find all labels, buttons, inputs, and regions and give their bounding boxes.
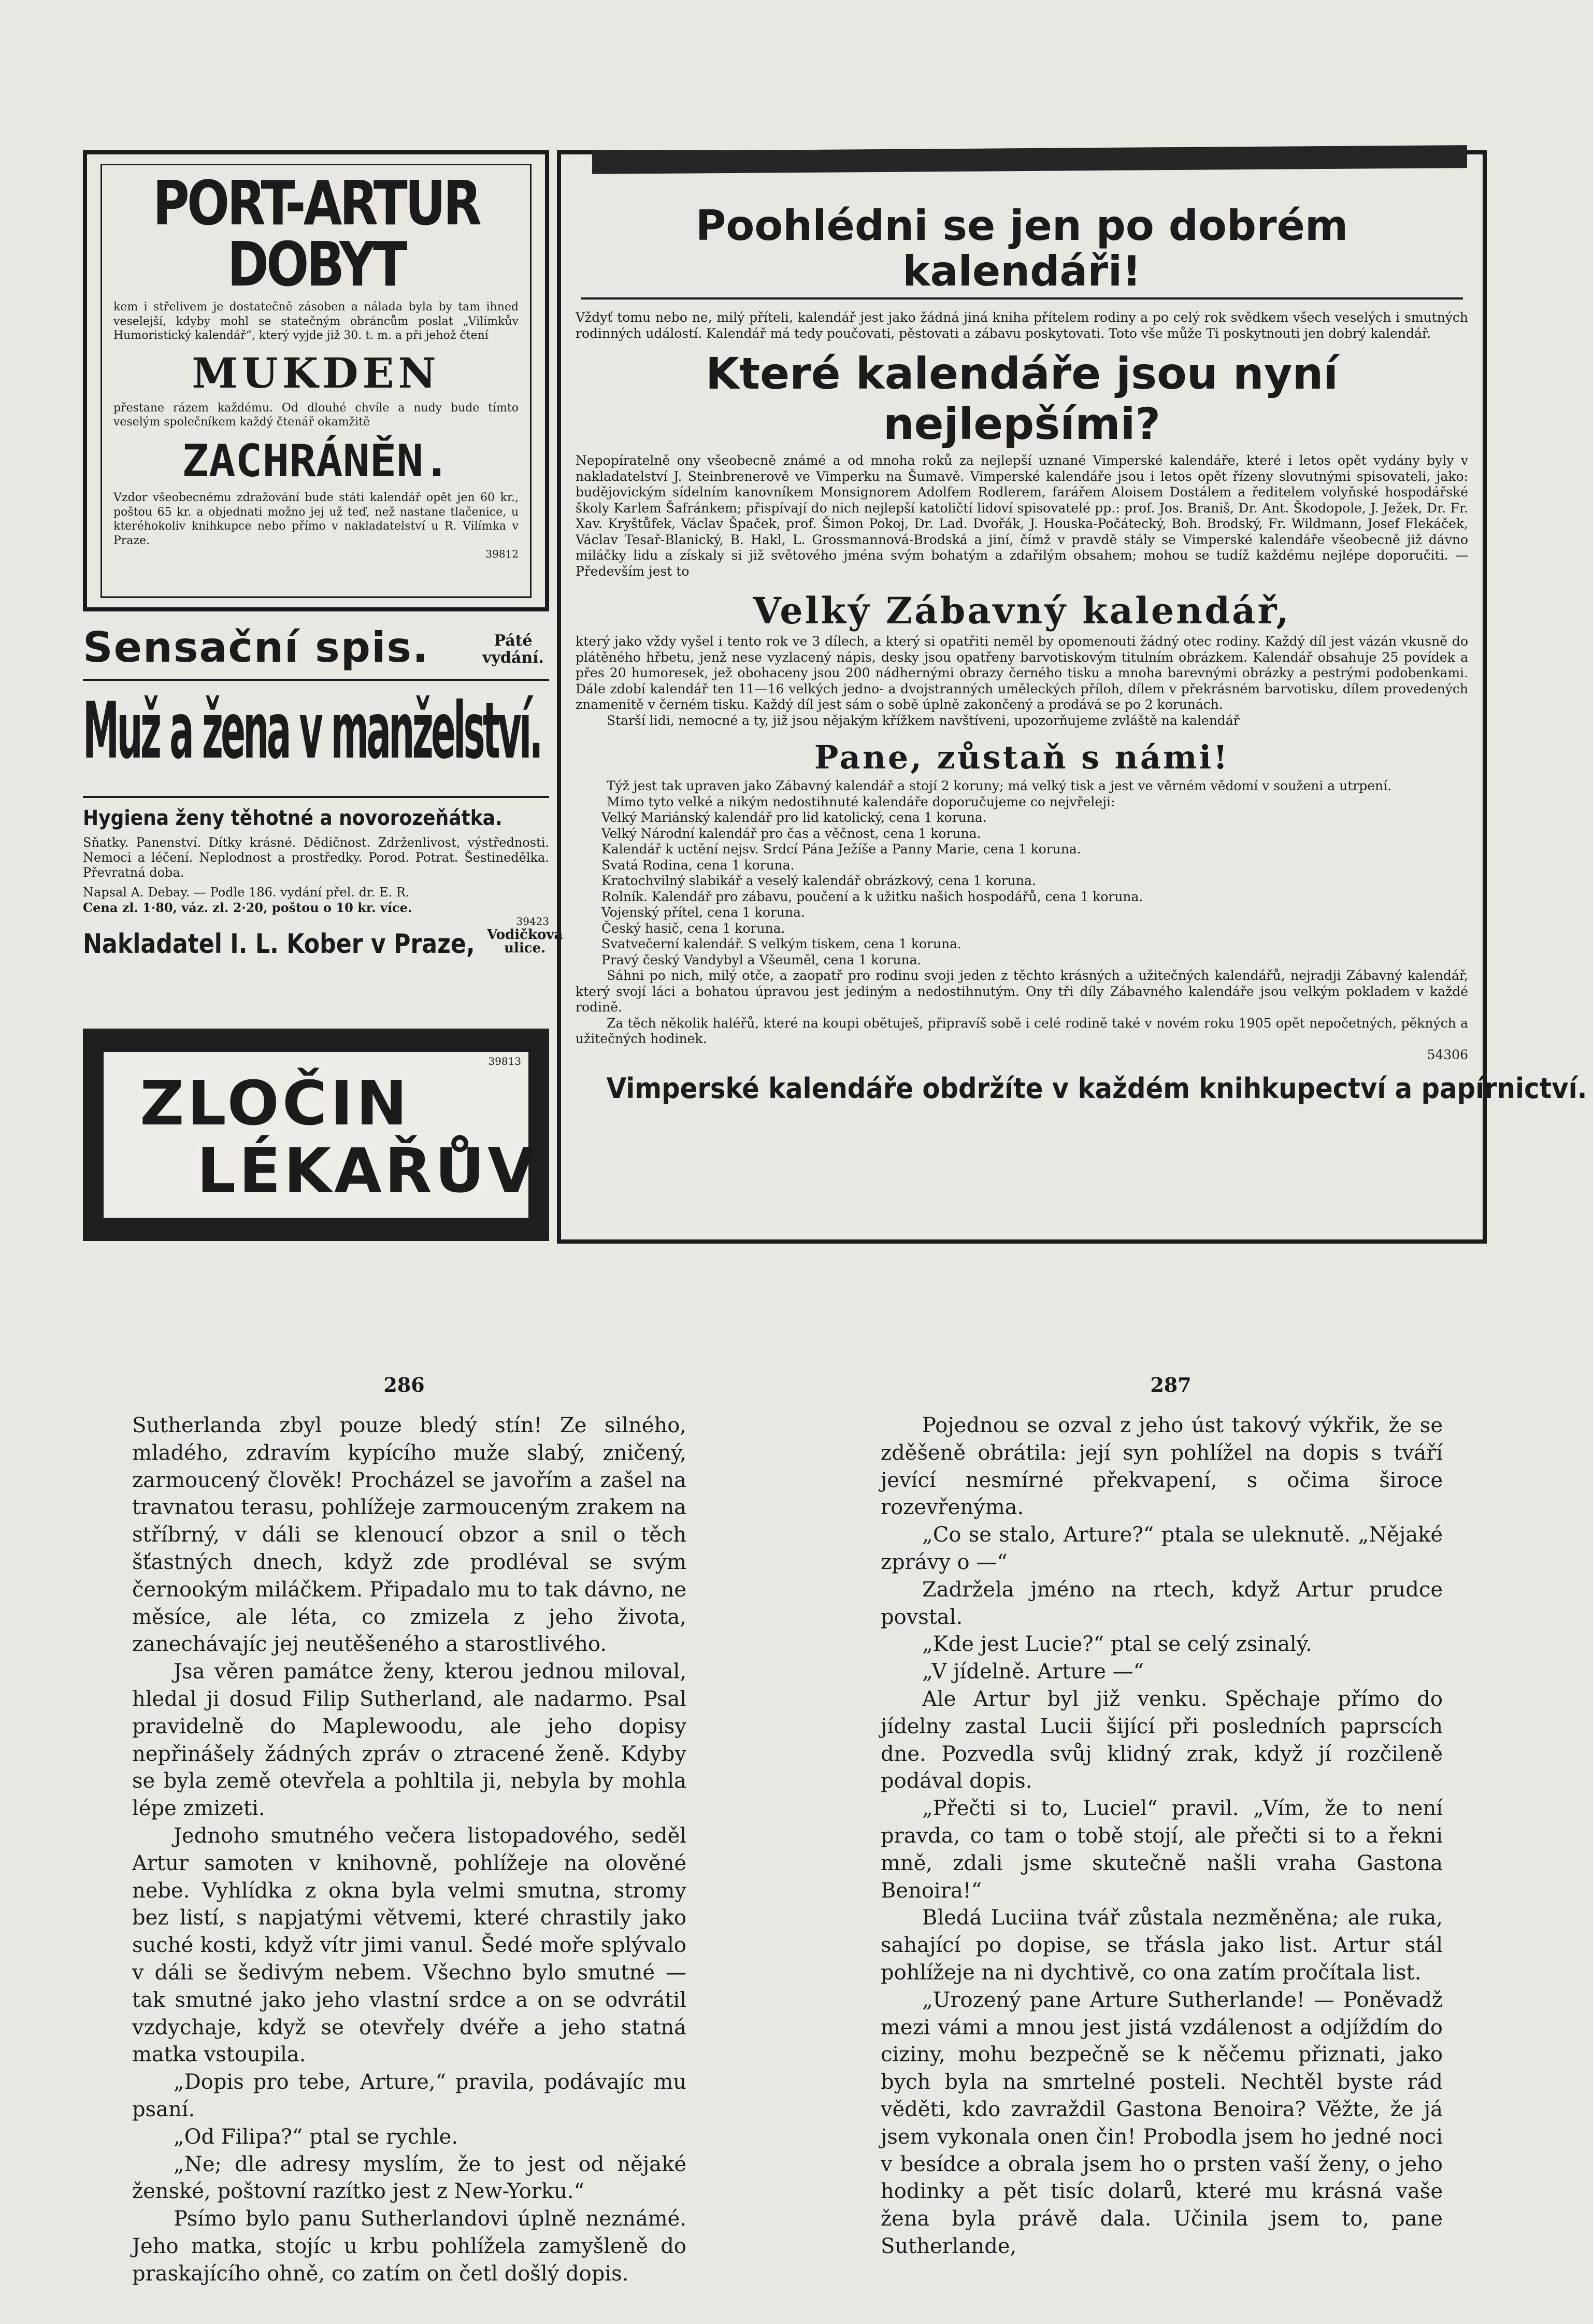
- ad-muz-street2: ulice.: [504, 940, 546, 956]
- ad-muz-subtitle: Hygiena ženy těhotné a novorozeňátka.: [83, 806, 503, 830]
- book-paragraph: „Dopis pro tebe, Arture,“ pravila, podávajíc mu psaní.: [132, 2070, 686, 2121]
- list-item: Kratochvilný slabikář a veselý kalendář obrázkový, cena 1 koruna.: [601, 873, 1036, 889]
- book-column-left: [132, 1412, 686, 2286]
- ad-kalendar-list: [570, 810, 1473, 968]
- ad-zlocin-lekaruv: [83, 1029, 549, 1241]
- ad-muz-author: Napsal A. Debay. — Podle 186. vydání přel. dr. E. R.: [83, 885, 410, 900]
- book-paragraph: „Od Filipa?“ ptal se rychle.: [174, 2125, 458, 2149]
- book-paragraph: Ale Artur byl již venku. Spěchaje přímo do jídelny zastal Lucii šijící při posledních paprscích dne. Pozvedla svůj klidný zrak, když jí rozčileně podával dopis.: [881, 1687, 1443, 1793]
- list-item: Svatvečerní kalendář. S velkým tiskem, cena 1 koruna.: [601, 936, 961, 952]
- ad-kalendar-title3: Velký Zábavný kalendář,: [753, 589, 1291, 633]
- ad-kalendar-para5b: Za těch několik haléřů, které na koupi obětuješ, připravíš sobě i celé rodině také v novém roku 1905 opět nepočetných, pěkných a užitečných hodinek.: [576, 1015, 1468, 1047]
- ad-zachranen-heading: ZACHRÁNĚN.: [182, 435, 450, 487]
- ad-kalendar: [557, 150, 1587, 1244]
- ad-kalendar-rule: [581, 297, 1463, 300]
- ad-kalendar-topbar: [592, 145, 1467, 174]
- list-item: Svatá Rodina, cena 1 koruna.: [601, 857, 795, 873]
- ad-kalendar-title4: Pane, zůstaň s námi!: [814, 738, 1230, 777]
- ad-port-artur-text1: kem i střelivem je dostatečně zásoben a nálada byla by tam ihned veselejší, kdyby mohl se statečným obráncům poslat „Vilímkův Humoristický kalendář“, který vyjde již 30. t. m. a při jehož čtení: [113, 301, 519, 342]
- ad-kalendar-para4: Týž jest tak upraven jako Zábavný kalendář a stojí 2 koruny; má velký tisk a jest ve věrném vědomí v souženi a utrpení.: [607, 778, 1392, 794]
- list-item: Český hasič, cena 1 koruna.: [601, 920, 785, 936]
- ad-kalendar-para4b: Mimo tyto velké a nikým nedostihnuté kalendáře doporučujeme co nejvřeleji:: [607, 794, 1115, 809]
- ad-kalendar-title2: Které kalendáře jsou nyní nejlepšími?: [705, 348, 1339, 449]
- ad-pate-vydani-2: vydání.: [482, 649, 544, 667]
- list-item: Kalendář k uctění nejsv. Srdcí Pána Ježíše a Panny Marie, cena 1 koruna.: [601, 842, 1081, 857]
- ad-kalendar-number: 54306: [1427, 1047, 1468, 1062]
- book-paragraph: „Urozený pane Arture Sutherlande! — Poněvadž mezi vámi a mnou jest jistá vzdálenost a odjíždím do ciziny, mohu bezpečně se k něčemu přiznati, jako bych byla na smrtelné posteli. Nechtěl byste rád věděti, kdo zavraždil Gastona Benoira? Věžte, že já jsem vykonala onen čin! Probodla jsem ho jedné noci v besídce a obrala jsem ho o prsten vaší ženy, o jeho hodinky a pět tisíc dolarů, které mu krásná vaše žena byla právě dala. Učinila jsem to, pane Sutherlande,: [881, 1988, 1443, 2258]
- book-paragraph: „Přečti si to, Luciel“ pravil. „Vím, že to není pravda, co tam o tobě stojí, ale přečti si to a řekni mně, zdali jsme skutečně našli vraha Gastona Benoira!“: [881, 1797, 1443, 1903]
- ad-mukden-heading: MUKDEN: [192, 348, 440, 397]
- ad-muz-title: Muž a žena v manželství.: [83, 686, 541, 776]
- ad-pate-vydani-1: Páté: [494, 632, 533, 650]
- ad-muz-title-box: [83, 679, 549, 798]
- list-item: Rolník. Kalendář pro zábavu, poučení a k užitku našich hospodářů, cena 1 koruna.: [601, 889, 1143, 904]
- page-number-right: 287: [1150, 1373, 1192, 1396]
- ad-kalendar-para5: Sáhni po nich, milý otče, a zaopatř pro rodinu svoji jeden z těchto krásných a užitečných kalendářů, nejradji Zábavný kalendář, který svojí láci a bohatou úpravou jest jediným a nedostihnutým. Ony tři díly Zábavného kalendáře jsou velkým pokladem v každé rodině.: [576, 968, 1468, 1015]
- list-item: Vojenský přítel, cena 1 koruna.: [601, 905, 805, 920]
- book-paragraph: Sutherlanda zbyl pouze bledý stín! Ze silného, mladého, zdravím kypícího muže slabý, zničený, zarmoucený člověk! Procházel se javořím a zašel na travnatou terasu, pohlížeje zarmouceným zrakem na stříbrný, v dáli se klenoucí obzor a snil o těch šťastných dnech, když zde prodléval se svým černookým miláčkem. Připadalo mu to tak dávno, ne měsíce, ale léta, co zmizela z jeho života, zanechávajíc jej neutěšeného a starostlivého.: [132, 1414, 686, 1657]
- book-paragraph: Pojednou se ozval z jeho úst takový výkřik, že se zděšeně obrátila: její syn pohlížel na dopis s tváří jevící nesmírné překvapení, s očima široce rozevřenýma.: [881, 1414, 1443, 1520]
- book-paragraph: Bledá Luciina tvář zůstala nezměněna; ale ruka, sahající po dopise, se třásla jako list. Artur stál pohlížeje na ni dychtivě, co ona zatím pročítala list.: [881, 1906, 1443, 1985]
- book-paragraph: Zadržela jméno na rtech, když Artur prudce povstal.: [881, 1577, 1443, 1629]
- list-item: Velký Mariánský kalendář pro lid katolický, cena 1 koruna.: [601, 810, 987, 825]
- ad-sensacni-header: [83, 623, 549, 679]
- book-paragraph: Jednoho smutného večera listopadového, seděl Artur samoten v knihovně, pohlížeje na olověné nebe. Vyhlídka z okna byla velmi smutna, stromy bez listí, s napjatými větvemi, které chrastily jako suché kosti, když vítr jimi vanul. Šedé moře splývalo v dáli se šedivým nebem. Všechno bylo smutné — tak smutné jako jeho vlastní srdce a on se odvrátil vzdychaje, když se otevřely dvéře a jeho statná matka vstoupila.: [132, 1823, 686, 2067]
- ad-muz-number: 39423: [516, 915, 549, 928]
- ad-kalendar-title1: Poohlédni se jen po dobrém kalendáři!: [695, 202, 1348, 295]
- ad-muz-contents: Sňatky. Panenství. Dítky krásné. Dědičnost. Zdrženlivost, výstřednosti. Nemoci a léčení. Neplodnost a prostředky. Porod. Potrat. Šestinedělka. Převratná doba.: [83, 835, 549, 880]
- ad-sensacni-title: Sensační spis.: [83, 623, 429, 672]
- ad-zlocin-number: 39813: [488, 1055, 521, 1067]
- book-paragraph: „Kde jest Lucie?“ ptal se celý zsinalý.: [922, 1632, 1312, 1657]
- ad-zlocin-line2: LÉKAŘŮV: [197, 1135, 538, 1206]
- ad-kalendar-para1: Vždyť tomu nebo ne, milý příteli, kalendář jest jako žádná jiná kniha přítelem rodiny a po celý rok svědkem všech veselých i smutných rodinných událostí. Kalendář má tedy poučovati, pěstovati a zábavu poskytovati. Toto vše může Ti poskytnouti jen dobrý kalendář.: [576, 310, 1468, 341]
- ad-kalendar-para3b: Starší lidi, nemocné a ty, již jsou nějakým křížkem navštíveni, upozorňujeme zvláště na kalendář: [607, 712, 1240, 728]
- ad-kalendar-footer: Vimperské kalendáře obdržíte v každém knihkupectví a papírnictví.: [606, 1072, 1587, 1105]
- book-paragraph: „Ne; dle adresy myslím, že to jest od nějaké ženské, poštovní razítko jest z New-Yorku.“: [132, 2152, 686, 2204]
- ad-muz-price: Cena zl. 1·80, váz. zl. 2·20, poštou o 10 kr. více.: [83, 900, 412, 915]
- list-item: Velký Národní kalendář pro čas a věčnost, cena 1 koruna.: [601, 825, 981, 841]
- ad-pate-vydani: [482, 632, 544, 666]
- ad-port-artur-number: 39812: [485, 548, 519, 561]
- book-paragraph: „V jídelně. Arture —“: [922, 1660, 1144, 1684]
- ad-port-artur: [83, 150, 549, 611]
- ad-kalendar-para2: Nepopíratelně ony všeobecně známé a od mnoha roků za nejlepší uznané Vimperské kalendáře, které i letos opět vydány byly v nakladatelství J. Steinbrenerově ve Vimperku na Šumavě. Vimperské kalendáře jsou i letos opět řízeny slovutnými spisovateli, jako: budějovickým sídelním kanovníkem Monsignorem Adolfem Rodlerem, farářem Aloisem Dostálem a ředitelem volyňské hospodářské školy Karlem Šafránkem; přispívají do nich nejlepší katoličtí lidoví spisovatelé pp.: prof. Jos. Braniš, Dr. Ant. Škodopole, J. Ježek, Dr. Fr. Xav. Kryštůfek, Václav Špaček, prof. Šimon Pokoj, Dr. Lad. Dvořák, J. Houska-Počátecký, Boh. Brodský, Fr. Wildmann, Josef Flekáček, Václav Tesař-Blanický, B. Hakl, L. Grossmannová-Brodská a jiní, čímž v pravdě stály se Vimperské kalendáře všeobecně již dávno miláčky lidu a získaly si již světového jména svým bohatým a zdařilým obsahem; mohou se tudíž každému nejlépe doporučiti. — Především jest to: [576, 453, 1468, 579]
- book-paragraph: Jsa věren památce ženy, kterou jednou miloval, hledal ji dosud Filip Sutherland, ale nadarmo. Psal pravidelně do Maplewoodu, ale jeho dopisy nepřinášely žádných zpráv o ztracené ženě. Kdyby se byla země otevřela a pohltila ji, nebyla by mohla lépe zmizeti.: [132, 1660, 686, 1821]
- ad-kalendar-para3: který jako vždy vyšel i tento rok ve 3 dílech, a který si opatřiti neměl by opomenouti žádný otec rodiny. Každý díl jest vázán vkusně do plátěného hřbetu, jenž nese vyzlacený nápis, desky jsou opatřeny barvotiskovým titulním obrázkem. Kalendář obsahuje 25 povídek a přes 20 humoresek, jež obohaceny jsou 200 nádhernými obrazy černého tisku a mnoha barevnými obrázky a pestrými podobenkami. Dále zdobí kalendář ten 11—16 velkých jedno- a dvojstranných uměleckých příloh, dílem v překrásném barvotisku, dílem provedených znamenitě v černém tisku. Každý díl jest sám o sobě úplně zakončený a prodává se po 2 korunách.: [576, 634, 1468, 712]
- book-paragraph: Psímo bylo panu Sutherlandovi úplně neznámé. Jeho matka, stojíc u krbu pohlížela zamyšleně do praskajícího ohně, co zatím on četl došlý dopis.: [132, 2207, 686, 2286]
- ad-muz-body: [83, 806, 563, 1003]
- ad-zlocin-line1: ZLOČIN: [140, 1067, 411, 1139]
- list-item: Pravý český Vandybyl a Všeuměl, cena 1 koruna.: [601, 952, 922, 967]
- page-number-left: 286: [383, 1373, 425, 1396]
- ad-muz-publisher: Nakladatel I. L. Kober v Praze,: [83, 928, 475, 960]
- book-paragraph: „Co se stalo, Arture?“ ptala se uleknutě. „Nějaké zprávy o —“: [881, 1523, 1443, 1574]
- ad-port-artur-text2: přestane rázem každému. Od dlouhé chvíle a nudy bude tímto veselým společníkem každý čtenář okamžitě: [113, 401, 519, 429]
- ad-port-artur-text3: Vzdor všeobecnému zdražování bude státi kalendář opět jen 60 kr., poštou 65 kr. a objednati možno jej už teď, než nastane tlačenice, u kteréhokoliv knihkupce nebo přímo v nakladatelství u R. Vilímka v Praze.: [113, 491, 519, 547]
- ad-muz-street1: Vodičkova: [487, 926, 563, 943]
- book-column-right: [881, 1412, 1443, 2258]
- ad-port-artur-title: PORT-ARTUR DOBYT: [152, 167, 480, 300]
